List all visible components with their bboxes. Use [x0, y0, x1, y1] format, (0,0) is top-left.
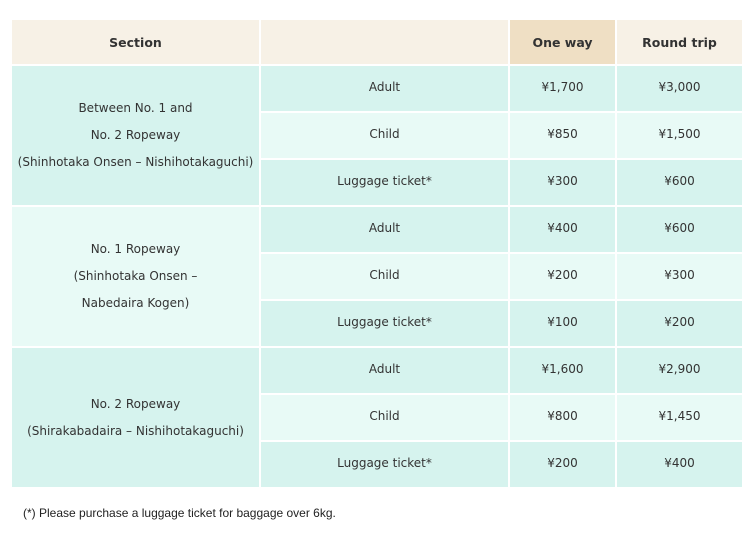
round-trip-cell	[616, 300, 743, 347]
round-trip-cell	[616, 347, 743, 394]
one-way-price: ¥1,700	[541, 79, 584, 94]
round-trip-price: ¥3,000	[658, 79, 701, 94]
category-cell	[260, 300, 509, 347]
one-way-price: ¥200	[547, 455, 578, 470]
round-trip-cell	[616, 206, 743, 253]
round-trip-price: ¥600	[664, 173, 695, 188]
header-section: Section	[11, 19, 260, 65]
fare-table	[10, 18, 744, 489]
section-name-line: No. 1 Ropeway	[90, 242, 181, 256]
category-cell	[260, 112, 509, 159]
section-name-line: (Shinhotaka Onsen – Nishihotakaguchi)	[17, 155, 254, 169]
footnote: (*) Please purchase a luggage ticket for baggage over 6kg.	[23, 506, 336, 520]
one-way-price: ¥400	[547, 220, 578, 235]
category-label: Luggage ticket*	[337, 173, 432, 188]
header-one-way: One way	[509, 19, 616, 65]
category-label: Adult	[368, 79, 401, 94]
one-way-price: ¥800	[547, 408, 578, 423]
one-way-cell	[509, 206, 616, 253]
category-label: Adult	[368, 361, 401, 376]
round-trip-cell	[616, 394, 743, 441]
round-trip-cell	[616, 112, 743, 159]
round-trip-cell	[616, 253, 743, 300]
one-way-price: ¥100	[547, 314, 578, 329]
one-way-cell	[509, 253, 616, 300]
category-label: Child	[369, 408, 400, 423]
category-cell	[260, 394, 509, 441]
section-name-line: (Shinhotaka Onsen –	[73, 269, 198, 283]
section-name-line: (Shirakabadaira – Nishihotakaguchi)	[27, 423, 244, 438]
category-cell	[260, 159, 509, 206]
one-way-price: ¥1,600	[541, 361, 584, 376]
one-way-price: ¥850	[547, 126, 578, 141]
category-label: Child	[369, 126, 400, 141]
round-trip-price: ¥2,900	[658, 361, 701, 376]
header-round-trip: Round trip	[616, 19, 743, 65]
category-cell	[260, 253, 509, 300]
category-cell	[260, 347, 509, 394]
round-trip-price: ¥300	[664, 267, 695, 282]
one-way-cell	[509, 112, 616, 159]
table-row	[11, 347, 743, 394]
category-label: Adult	[368, 220, 401, 235]
one-way-cell	[509, 394, 616, 441]
table-row	[11, 65, 743, 112]
section-name-cell	[11, 206, 260, 347]
one-way-cell	[509, 65, 616, 112]
one-way-cell	[509, 300, 616, 347]
section-name-line: Nabedaira Kogen)	[81, 296, 190, 310]
header-row	[11, 19, 743, 65]
round-trip-price: ¥600	[664, 220, 695, 235]
category-cell	[260, 65, 509, 112]
category-label: Child	[369, 267, 400, 282]
round-trip-price: ¥1,450	[658, 408, 701, 423]
one-way-cell	[509, 347, 616, 394]
round-trip-cell	[616, 159, 743, 206]
one-way-cell	[509, 159, 616, 206]
section-name-line: Between No. 1 and	[78, 101, 193, 115]
one-way-cell	[509, 441, 616, 488]
section-name-cell	[11, 65, 260, 206]
round-trip-price: ¥400	[664, 455, 695, 470]
table-row	[11, 206, 743, 253]
header-category	[260, 19, 509, 65]
one-way-price: ¥300	[547, 173, 578, 188]
category-label: Luggage ticket*	[337, 314, 432, 329]
round-trip-price: ¥1,500	[658, 126, 701, 141]
section-name-cell	[11, 347, 260, 488]
one-way-price: ¥200	[547, 267, 578, 282]
category-cell	[260, 206, 509, 253]
round-trip-price: ¥200	[664, 314, 695, 329]
section-name-line: No. 2 Ropeway	[90, 396, 181, 411]
section-name-line: No. 2 Ropeway	[90, 128, 181, 142]
round-trip-cell	[616, 441, 743, 488]
category-cell	[260, 441, 509, 488]
category-label: Luggage ticket*	[337, 455, 432, 470]
round-trip-cell	[616, 65, 743, 112]
